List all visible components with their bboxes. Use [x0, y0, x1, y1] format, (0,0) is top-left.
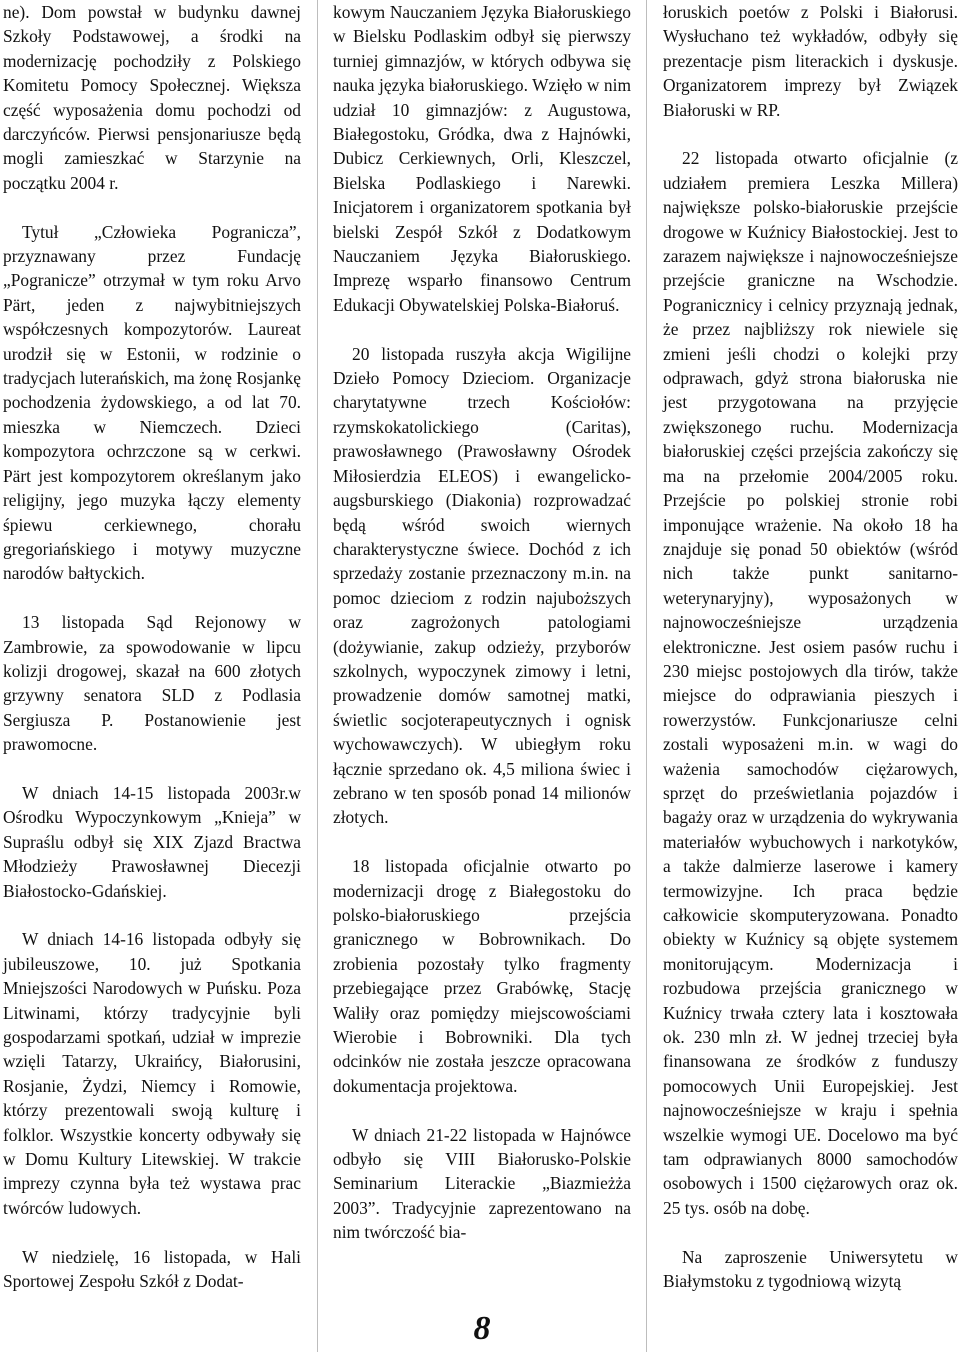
text-column-1 — [3, 0, 301, 1318]
paragraph: 18 listopada oficjalnie otwarto po modernizacji drogę z Białegostoku do polsko-białoruskiego przejścia granicznego w Bobrownikach. Do zrobienia pozostały tylko fragmenty przebiegające przez Grabówkę, Stację Waliły oraz pomiędzy miejscowościami Wierobie i Bobrowniki. Dla tych odcinków nie została jeszcze opracowana dokumentacja projektowa. — [333, 856, 631, 1096]
text-column-3 — [663, 0, 958, 1318]
paragraph: ne). Dom powstał w budynku dawnej Szkoły Podstawowej, a środki na modernizację pochodziły z Polskiego Komitetu Pomocy Społecznej. Większa część wyposażenia domu pochodzi od darczyńców. Pierwsi pensjonariusze będą mogli zamieszkać w Starzynie na początku 2004 r. — [3, 2, 301, 193]
column-divider — [317, 0, 318, 1352]
paragraph: kowym Nauczaniem Języka Białoruskiego w Bielsku Podlaskim odbył się pierwszy turniej gimnazjów, w których odbywa się nauka języka białoruskiego. Wzięło w nim udział 10 gimnazjów: z Augustowa, Białegostoku, Gródka, dwa z Hajnówki, Dubicz Cerkiewnych, Orli, Kleszczel, Bielska Podlaskiego i Narewki. Inicjatorem i organizatorem spotkania był bielski Zespół Szkół z Dodatkowym Nauczaniem Języka Białoruskiego. Imprezę wsparło finansowo Centrum Edukacji Obywatelskiej Polska-Białoruś. — [333, 2, 631, 315]
paragraph: 20 listopada ruszyła akcja Wigilijne Dzieło Pomocy Dzieciom. Organizacje charytatywne trzech Kościołów: rzymskokatolickiego (Caritas), prawosławnego (Prawosławny Ośrodek Miłosierdzia ELEOS) i ewangelicko-augsburskiego (Diakonia) rozprowadzać będą wśród swoich wiernych charakterystyczne świece. Dochód z ich sprzedaży zostanie przeznaczony m.in. na pomoc dzieciom z rodzin najuboższych oraz zagrożonych patologiami (dożywianie, zakup odzieży, przyborów szkolnych, wypoczynek zimowy i letni, prowadzenie domów samotnej matki, świetlic socjoterapeutycznych i ognisk wychowawczych). W ubiegłym roku łącznie sprzedano ok. 4,5 miliona świec i zebrano w ten sposób ponad 14 milionów złotych. — [333, 343, 631, 828]
text-column-2 — [333, 0, 631, 1269]
paragraph: Na zaproszenie Uniwersytetu w Białymstoku z tygodniową wizytą — [663, 1246, 958, 1292]
paragraph: Tytuł „Człowieka Pogranicza”, przyznawany przez Fundację „Pogranicze” otrzymał w tym roku Arvo Pärt, jeden z najwybitniejszych współczesnych kompozytorów. Laureat urodził się w Estonii, w rodzinie o tradycjach luterańskich, ma żonę Rosjankę pochodzenia żydowskiego, a od lat 70. mieszka w Niemczech. Dzieci kompozytora ochrzczone są w cerkwi. Pärt jest kompozytorem określanym jako religijny, jego muzyka łączy elementy śpiewu cerkiewnego, chorału gregoriańskiego i motywy muzyczne narodów bałtyckich. — [3, 221, 301, 584]
paragraph: W dniach 14-15 listopada 2003r.w Ośrodku Wypoczynkowym „Knieja” w Supraślu odbył się XIX Zjazd Bractwa Młodzieży Prawosławnej Diecezji Białostocko-Gdańskiej. — [3, 782, 301, 901]
paragraph: łoruskich poetów z Polski i Białorusi. Wysłuchano też wykładów, odbyły się prezentacje pism literackich i dyskusje. Organizatorem imprezy był Związek Białoruski w RP. — [663, 2, 958, 120]
paragraph: W dniach 21-22 listopada w Hajnówce odbyło się VIII Białorusko-Polskie Seminarium Literackie „Biazmieżża 2003”. Tradycyjnie zaprezentowano na nim twórczość bia- — [333, 1124, 631, 1243]
paragraph: 13 listopada Sąd Rejonowy w Zambrowie, za spowodowanie w lipcu kolizji drogowej, skazał na 600 złotych grzywny senatora SLD z Podlasia Sergiusza P. Postanowienie jest prawomocne. — [3, 612, 301, 755]
paragraph: W dniach 14-16 listopada odbyły się jubileuszowe, 10. już Spotkania Mniejszości Narodowych w Puńsku. Poza Litwinami, którzy tradycyjnie byli gospodarzami spotkań, udział w imprezie wzięli Tatarzy, Ukraińcy, Białorusini, Rosjanie, Żydzi, Niemcy i Romowie, którzy prezentowali swoją kulturę i folklor. Wszystkie koncerty odbywały się w Domu Kultury Litewskiej. W trakcie imprezy czynna była też wystawa prac twórców ludowych. — [3, 929, 301, 1218]
paragraph: 22 listopada otwarto oficjalnie (z udziałem premiera Leszka Millera) największe polsko-białoruskie przejście drogowe w Kuźnicy Białostockiej. Jest to zarazem największe i najnowocześniejsze przejście graniczne na Wschodzie. Pogranicznicy i celnicy przyznają jednak, że przez najbliższy rok niewiele się zmieni jeśli chodzi o kolejki przy odprawach, gdyż strona białoruska nie jest przygotowana na przyjęcie zwiększonego ruchu. Modernizacja białoruskiej części przejścia zakończy się ma na przełomie 2004/2005 roku. Przejście po polskiej stronie robi imponujące wrażenie. Na około 18 ha znajduje się ponad 50 obiektów (wśród nich także punkt sanitarno-weterynaryjny), wyposażonych w najnowocześniejsze urządzenia elektroniczne. Jest osiem pasów ruchu i 230 miejsc postojowych dla tirów, także miejsce do odprawiania pieszych i rowerzystów. Funkcjonariusze celni zostali wyposażeni m.in. w wagi do ważenia samochodów ciężarowych, sprzęt do prześwietlania pojazdów i bagaży oraz w urządzenia do wykrywania materiałów wybuchowych i narkotyków, a także dalmierze laserowe i kamery termowizyjne. Ich praca będzie całkowicie skomputeryzowana. Ponadto obiekty w Kuźnicy są objęte systemem monitorującym. Modernizacja i rozbudowa przejścia granicznego w Kuźnicy trwała cztery lata i kosztowała ok. 230 mln zł. W jednej trzeciej była finansowana ze środków z funduszy pomocowych Unii Europejskiej. Jest najnowocześniejsze w kraju i spełnia wszelkie wymogi UE. Docelowo ma być tam odprawianych 8000 samochodów osobowych i 1500 ciężarowych oraz ok. 25 tys. osób na dobę. — [663, 148, 958, 1218]
column-divider — [646, 0, 647, 1352]
page-number: 8 — [473, 1310, 491, 1347]
paragraph: W niedzielę, 16 listopada, w Hali Sportowej Zespołu Szkół z Dodat- — [3, 1246, 301, 1292]
